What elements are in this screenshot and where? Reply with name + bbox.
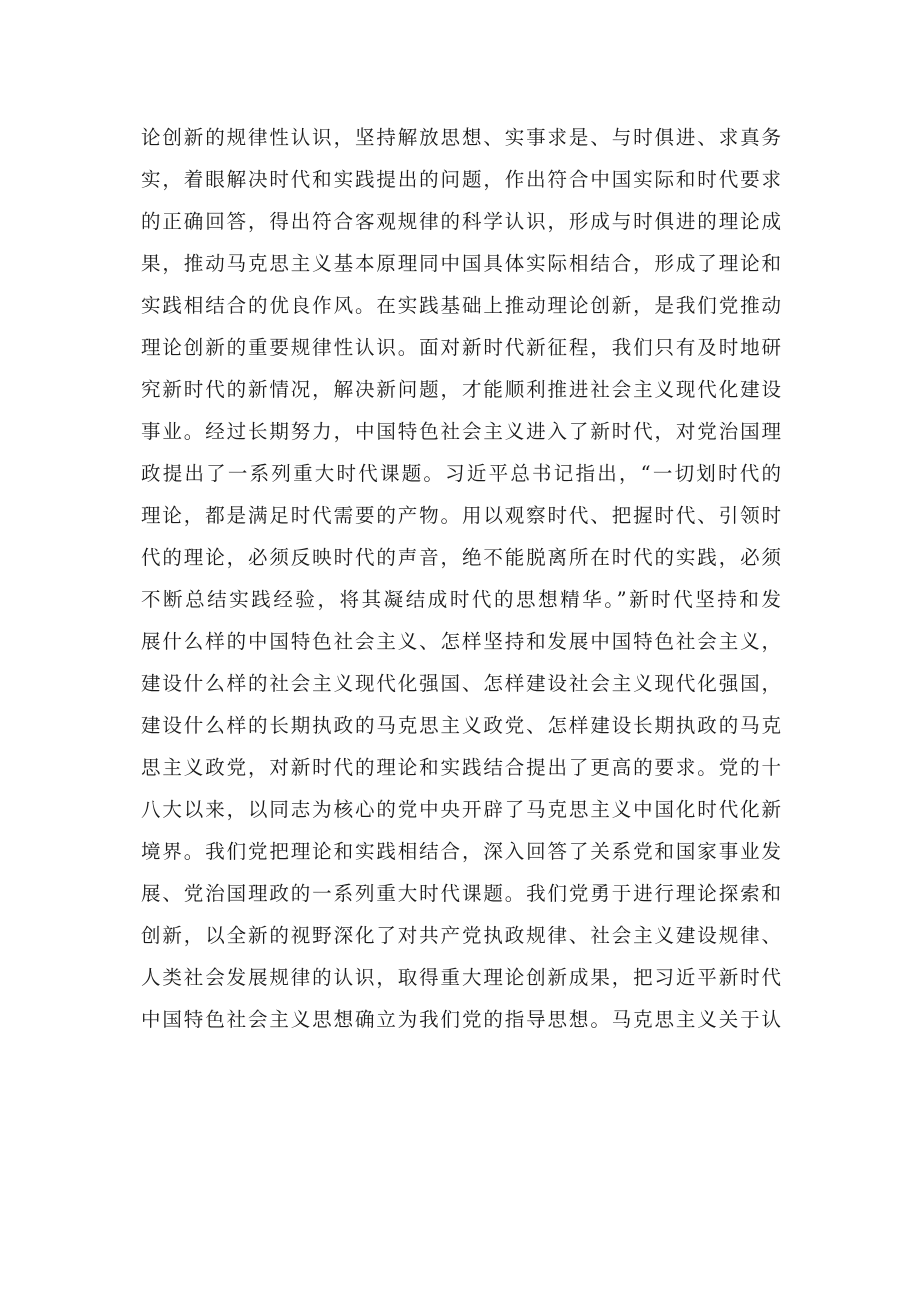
text-line: 展什么样的中国特色社会主义、怎样坚持和发展中国特色社会主义， [141, 630, 781, 653]
text-line: 事业。经过长期努力，中国特色社会主义进入了新时代，对党治国理 [141, 420, 781, 443]
body-text [141, 117, 781, 1041]
text-line: 不断总结实践经验，将其凝结成时代的思想精华。”新时代坚持和发 [141, 588, 781, 611]
text-line: 中国特色社会主义思想确立为我们党的指导思想。马克思主义关于认 [141, 1008, 781, 1031]
text-line: 论创新的规律性认识，坚持解放思想、实事求是、与时俱进、求真务 [141, 126, 781, 149]
text-line: 究新时代的新情况，解决新问题，才能顺利推进社会主义现代化建设 [141, 378, 781, 401]
text-line: 展、党治国理政的一系列重大时代课题。我们党勇于进行理论探索和 [141, 882, 781, 905]
text-line: 代的理论，必须反映时代的声音，绝不能脱离所在时代的实践，必须 [141, 546, 781, 569]
text-line: 思主义政党，对新时代的理论和实践结合提出了更高的要求。党的十 [141, 756, 781, 779]
text-line: 实践相结合的优良作风。在实践基础上推动理论创新，是我们党推动 [141, 294, 781, 317]
text-line: 果，推动马克思主义基本原理同中国具体实际相结合，形成了理论和 [141, 252, 781, 275]
text-line: 理论创新的重要规律性认识。面对新时代新征程，我们只有及时地研 [141, 336, 781, 359]
text-line: 理论，都是满足时代需要的产物。用以观察时代、把握时代、引领时 [141, 504, 781, 527]
text-line: 建设什么样的社会主义现代化强国、怎样建设社会主义现代化强国， [141, 672, 781, 695]
text-line: 实，着眼解决时代和实践提出的问题，作出符合中国实际和时代要求 [141, 168, 781, 191]
text-line: 建设什么样的长期执政的马克思主义政党、怎样建设长期执政的马克 [141, 714, 781, 737]
text-line: 创新，以全新的视野深化了对共产党执政规律、社会主义建设规律、 [141, 924, 781, 947]
text-line: 境界。我们党把理论和实践相结合，深入回答了关系党和国家事业发 [141, 840, 781, 863]
text-line: 八大以来，以同志为核心的党中央开辟了马克思主义中国化时代化新 [141, 798, 781, 821]
text-line: 政提出了一系列重大时代课题。习近平总书记指出，“一切划时代的 [141, 462, 781, 485]
text-line: 的正确回答，得出符合客观规律的科学认识，形成与时俱进的理论成 [141, 210, 781, 233]
text-line: 人类社会发展规律的认识，取得重大理论创新成果，把习近平新时代 [141, 966, 781, 989]
